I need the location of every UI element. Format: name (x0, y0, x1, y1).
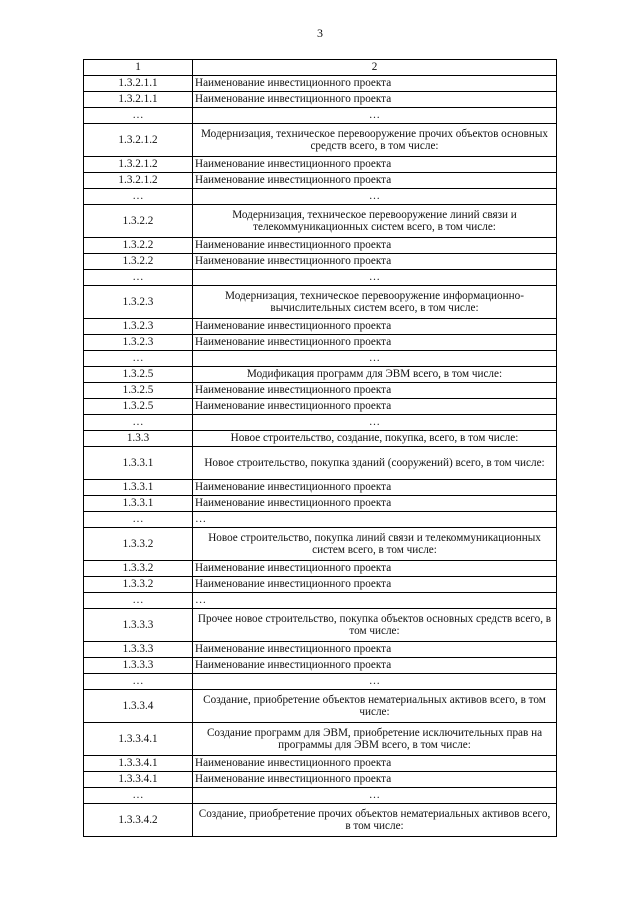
row-code-cell: 1.3.3.3 (84, 658, 193, 674)
row-text-cell: … (193, 351, 557, 367)
row-code-cell: 1.3.3.1 (84, 447, 193, 480)
row-code-cell: 1.3.3.3 (84, 642, 193, 658)
table-row (84, 609, 557, 642)
row-text-cell: … (193, 512, 557, 528)
table-row (84, 254, 557, 270)
table-row (84, 157, 557, 173)
row-code-cell: … (84, 415, 193, 431)
row-text-cell: … (193, 415, 557, 431)
table-row (84, 577, 557, 593)
row-text-cell: … (193, 189, 557, 205)
row-code-cell: 1.3.3.1 (84, 496, 193, 512)
table-row (84, 399, 557, 415)
row-text-cell: Наименование инвестиционного проекта (193, 496, 557, 512)
table-row (84, 124, 557, 157)
row-code-cell: … (84, 108, 193, 124)
row-text-cell: … (193, 270, 557, 286)
table-row (84, 512, 557, 528)
row-code-cell: … (84, 270, 193, 286)
table-row (84, 690, 557, 723)
table-row (84, 286, 557, 319)
row-code-cell: 1.3.2.2 (84, 238, 193, 254)
column-header-2: 2 (193, 60, 557, 76)
row-text-cell: Наименование инвестиционного проекта (193, 238, 557, 254)
table-header-row (84, 60, 557, 76)
table-row (84, 383, 557, 399)
table-row (84, 108, 557, 124)
row-code-cell: 1.3.3.4.1 (84, 723, 193, 756)
row-text-cell: Новое строительство, создание, покупка, всего, в том числе: (193, 431, 557, 447)
row-code-cell: 1.3.2.3 (84, 335, 193, 351)
row-code-cell: 1.3.2.1.2 (84, 157, 193, 173)
table-body (84, 76, 557, 837)
row-text-cell: Наименование инвестиционного проекта (193, 76, 557, 92)
row-text-cell: Создание, приобретение прочих объектов нематериальных активов всего, в том числе: (193, 804, 557, 837)
table-row (84, 674, 557, 690)
row-code-cell: … (84, 189, 193, 205)
table-row (84, 723, 557, 756)
row-text-cell: Новое строительство, покупка линий связи и телекоммуникационных систем всего, в том числе: (193, 528, 557, 561)
row-text-cell: Наименование инвестиционного проекта (193, 399, 557, 415)
table-row (84, 76, 557, 92)
row-text-cell: Модернизация, техническое перевооружение линий связи и телекоммуникационных систем всего, в том числе: (193, 205, 557, 238)
row-text-cell: … (193, 108, 557, 124)
row-code-cell: 1.3.2.2 (84, 205, 193, 238)
table-row (84, 92, 557, 108)
row-text-cell: Наименование инвестиционного проекта (193, 658, 557, 674)
row-code-cell: 1.3.3.2 (84, 528, 193, 561)
page-number: 3 (317, 26, 323, 40)
table-row (84, 447, 557, 480)
table-row (84, 415, 557, 431)
row-text-cell: Создание программ для ЭВМ, приобретение исключительных прав на программы для ЭВМ всего, в том числе: (193, 723, 557, 756)
table-row (84, 431, 557, 447)
table-row (84, 593, 557, 609)
table-row (84, 205, 557, 238)
row-code-cell: … (84, 674, 193, 690)
row-text-cell: Наименование инвестиционного проекта (193, 92, 557, 108)
row-text-cell: Прочее новое строительство, покупка объектов основных средств всего, в том числе: (193, 609, 557, 642)
table-row (84, 319, 557, 335)
row-code-cell: 1.3.2.2 (84, 254, 193, 270)
table-row (84, 189, 557, 205)
row-code-cell: 1.3.3.4.2 (84, 804, 193, 837)
row-code-cell: 1.3.2.1.1 (84, 92, 193, 108)
row-code-cell: 1.3.2.5 (84, 367, 193, 383)
table-row (84, 658, 557, 674)
table-row (84, 173, 557, 189)
row-code-cell: 1.3.2.5 (84, 383, 193, 399)
row-text-cell: Модернизация, техническое перевооружение информационно-вычислительных систем всего, в том числе: (193, 286, 557, 319)
row-text-cell: Наименование инвестиционного проекта (193, 480, 557, 496)
row-text-cell: Наименование инвестиционного проекта (193, 254, 557, 270)
row-text-cell: Создание, приобретение объектов нематериальных активов всего, в том числе: (193, 690, 557, 723)
row-code-cell: 1.3.3.3 (84, 609, 193, 642)
row-code-cell: 1.3.3.2 (84, 577, 193, 593)
row-code-cell: 1.3.2.1.1 (84, 76, 193, 92)
table-row (84, 561, 557, 577)
table-row (84, 642, 557, 658)
row-code-cell: … (84, 788, 193, 804)
row-code-cell: 1.3.3.4.1 (84, 756, 193, 772)
row-text-cell: Наименование инвестиционного проекта (193, 772, 557, 788)
row-code-cell: 1.3.2.5 (84, 399, 193, 415)
row-text-cell: … (193, 788, 557, 804)
table-row (84, 804, 557, 837)
row-text-cell: … (193, 674, 557, 690)
row-code-cell: … (84, 351, 193, 367)
row-code-cell: 1.3.2.1.2 (84, 124, 193, 157)
row-code-cell: 1.3.2.1.2 (84, 173, 193, 189)
row-text-cell: Наименование инвестиционного проекта (193, 642, 557, 658)
row-code-cell: 1.3.3.2 (84, 561, 193, 577)
row-text-cell: Наименование инвестиционного проекта (193, 561, 557, 577)
table-row (84, 238, 557, 254)
row-code-cell: 1.3.3 (84, 431, 193, 447)
row-text-cell: Наименование инвестиционного проекта (193, 383, 557, 399)
table-row (84, 528, 557, 561)
row-text-cell: Наименование инвестиционного проекта (193, 577, 557, 593)
row-text-cell: Наименование инвестиционного проекта (193, 335, 557, 351)
row-text-cell: Наименование инвестиционного проекта (193, 319, 557, 335)
row-code-cell: … (84, 512, 193, 528)
row-text-cell: Наименование инвестиционного проекта (193, 157, 557, 173)
investment-table (83, 59, 557, 837)
table-row (84, 351, 557, 367)
row-code-cell: 1.3.3.1 (84, 480, 193, 496)
row-text-cell: … (193, 593, 557, 609)
row-text-cell: Новое строительство, покупка зданий (сооружений) всего, в том числе: (193, 447, 557, 480)
row-code-cell: 1.3.2.3 (84, 319, 193, 335)
table-row (84, 756, 557, 772)
table-row (84, 367, 557, 383)
table-row (84, 270, 557, 286)
table-row (84, 788, 557, 804)
table-row (84, 496, 557, 512)
row-code-cell: 1.3.3.4 (84, 690, 193, 723)
row-text-cell: Модернизация, техническое перевооружение прочих объектов основных средств всего, в том числе: (193, 124, 557, 157)
table-row (84, 335, 557, 351)
row-code-cell: 1.3.2.3 (84, 286, 193, 319)
row-text-cell: Наименование инвестиционного проекта (193, 173, 557, 189)
row-text-cell: Модификация программ для ЭВМ всего, в том числе: (193, 367, 557, 383)
row-code-cell: 1.3.3.4.1 (84, 772, 193, 788)
row-text-cell: Наименование инвестиционного проекта (193, 756, 557, 772)
table-row (84, 480, 557, 496)
table-row (84, 772, 557, 788)
row-code-cell: … (84, 593, 193, 609)
column-header-1: 1 (84, 60, 193, 76)
